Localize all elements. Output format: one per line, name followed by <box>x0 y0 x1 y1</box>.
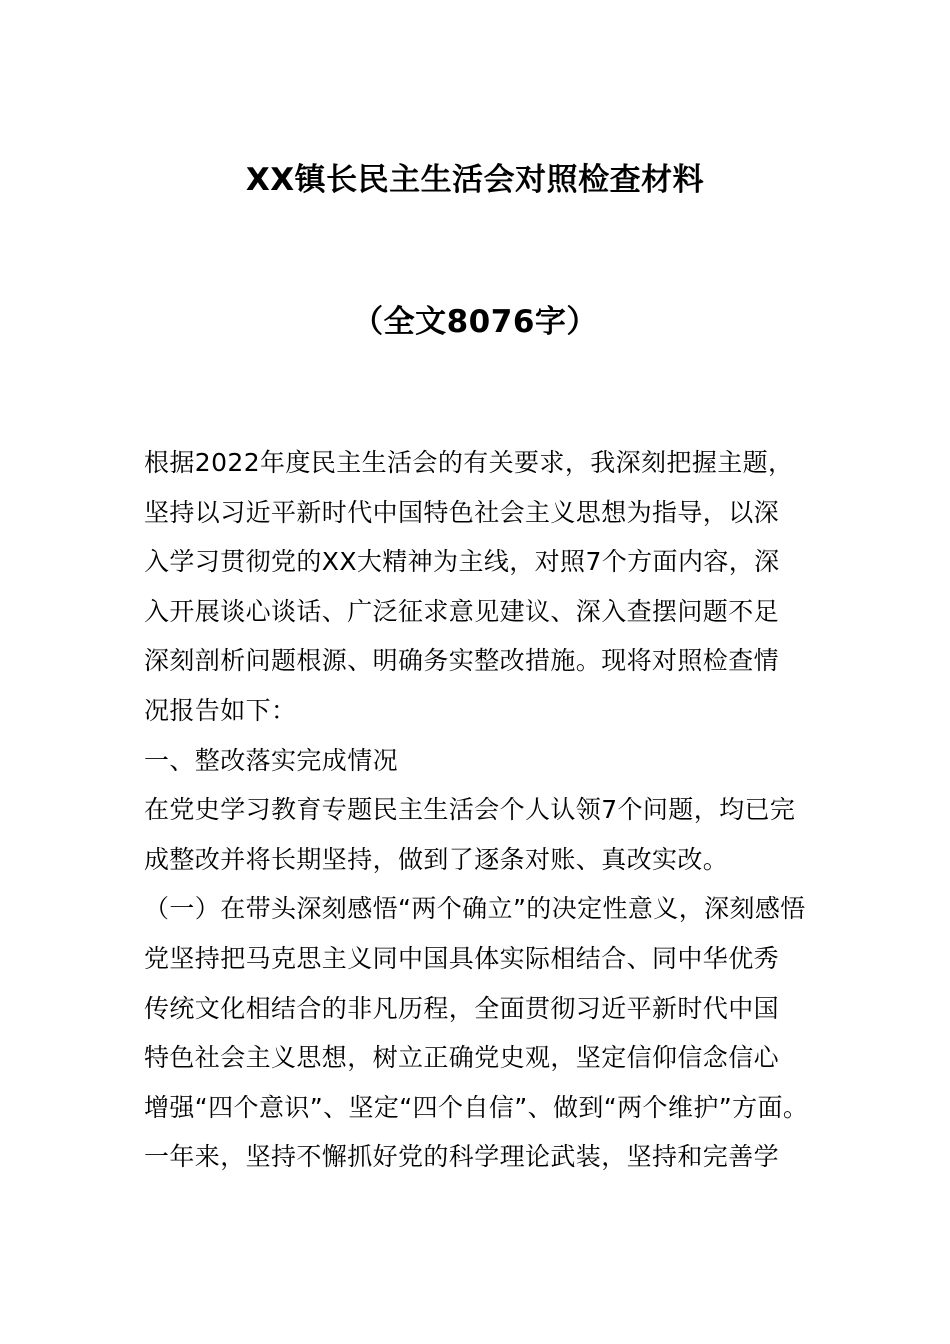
body-line: 况报告如下： <box>144 695 297 725</box>
body-line: 增强“四个意识”、坚定“四个自信”、做到“两个维护”方面。 <box>144 1092 809 1122</box>
body-line: 一年来，坚持不懈抓好党的科学理论武装，坚持和完善学 <box>144 1142 780 1172</box>
subsection-heading: （一）在带头深刻感悟“两个确立”的决定性意义，深刻感悟 <box>144 894 806 924</box>
body-line: 深刻剖析问题根源、明确务实整改措施。现将对照检查情 <box>144 646 780 676</box>
body-line: 入开展谈心谈话、广泛征求意见建议、深入查摆问题不足 <box>144 596 780 626</box>
body-line: 党坚持把马克思主义同中国具体实际相结合、同中华优秀 <box>144 943 780 973</box>
document-title: XX镇长民主生活会对照检查材料 <box>245 162 705 198</box>
body-line: 坚持以习近平新时代中国特色社会主义思想为指导，以深 <box>144 497 780 527</box>
body-line: 入学习贯彻党的XX大精神为主线，对照7个方面内容，深 <box>144 547 780 577</box>
body-line: 在党史学习教育专题民主生活会个人认领7个问题，均已完 <box>144 795 796 825</box>
document-body <box>144 438 814 1182</box>
body-line: 特色社会主义思想，树立正确党史观，坚定信仰信念信心 <box>144 1043 780 1073</box>
section-heading: 一、整改落实完成情况 <box>144 745 399 775</box>
body-line: 传统文化相结合的非凡历程，全面贯彻习近平新时代中国 <box>144 993 780 1023</box>
body-line: 成整改并将长期坚持，做到了逐条对账、真改实改。 <box>144 844 729 874</box>
body-line: 根据2022年度民主生活会的有关要求，我深刻把握主题， <box>144 448 794 477</box>
document-subtitle: （全文8076字） <box>352 304 598 340</box>
